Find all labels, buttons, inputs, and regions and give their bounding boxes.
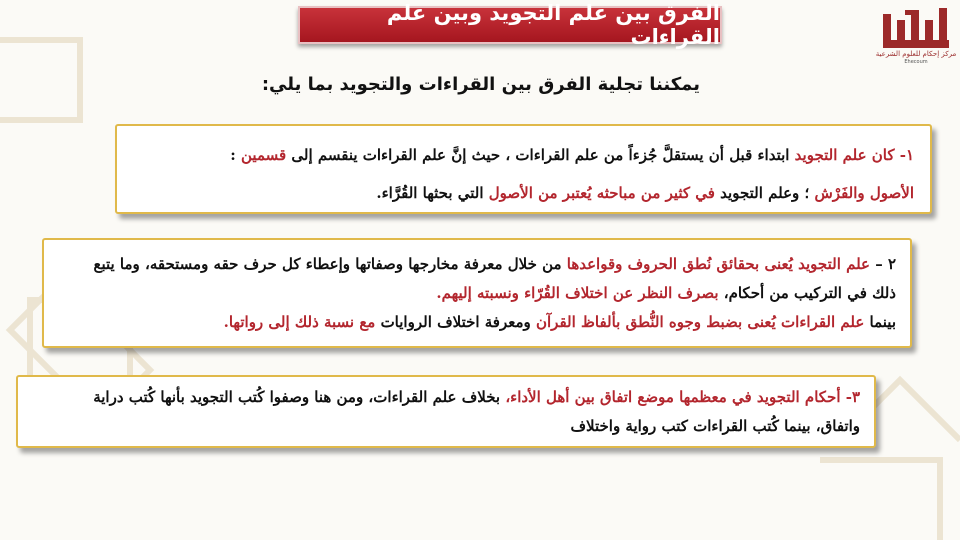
point-2-text: من خلال معرفة مخارجها وصفاتها وإعطاء كل حرف حقه ومستحقه، وما يتبع — [93, 255, 567, 273]
intro-heading: يمكننا تجلية الفرق بين القراءات والتجويد بما يلي: — [261, 74, 700, 95]
point-2-highlight: علم التجويد يُعنى بحقائق نُطق الحروف وقواعدها — [566, 255, 870, 273]
slide-title-text: الفرق بين علم التجويد وبين علم القراءات — [386, 1, 720, 49]
point-2-number: ٢ – — [869, 255, 896, 273]
point-3-highlight: ٣- أحكام التجويد في معظمها موضع اتفاق بين أهل الأداء، — [505, 388, 860, 406]
point-1-highlight-2: الأصول والفَرْش — [814, 184, 914, 202]
point-1-lead: ١- كان علم التجويد — [794, 146, 914, 164]
point-1-line-1 — [133, 136, 914, 174]
point-3-box — [16, 375, 876, 448]
point-1-highlight: قسمين — [241, 146, 287, 164]
point-1-line-2 — [133, 174, 914, 212]
logo — [876, 6, 956, 76]
point-1-box — [115, 124, 932, 214]
point-1-text-2: ؛ وعلم التجويد — [714, 184, 815, 202]
slide-title — [298, 1, 722, 49]
point-2-line-1 — [58, 250, 896, 279]
point-3-text: بخلاف علم القراءات، ومن هنا وصفوا كُتب التجويد بأنها كُتب دراية — [93, 388, 506, 406]
point-2-text-2: ذلك في التركيب من أحكام، — [718, 284, 896, 302]
point-3-line-2 — [32, 412, 860, 441]
point-1-colon: : — [230, 146, 242, 164]
point-2-text-4: ومعرفة اختلاف الروايات — [375, 313, 536, 331]
point-2-line-3 — [58, 308, 896, 337]
point-3-line-1 — [32, 383, 860, 412]
point-1-text: ابتداء قبل أن يستقلَّ جُزءاً من علم القراءات ، حيث إنَّ علم القراءات ينقسم إلى — [286, 146, 795, 164]
logo-icon — [881, 6, 951, 50]
point-3-text-2: واتفاق، بينما كُتب القراءات كتب رواية واختلاف — [570, 417, 860, 435]
point-2-highlight-3: علم القراءات يُعنى بضبط وجوه النُّطق بألفاظ القرآن — [536, 313, 865, 331]
point-2-box — [42, 238, 912, 348]
point-2-highlight-4: مع نسبة ذلك إلى رواتها. — [223, 313, 376, 331]
point-2-text-3: بينما — [864, 313, 896, 331]
point-1-text-3: التي بحثها القُرَّاء. — [376, 184, 489, 202]
logo-subtitle: مركز إحكام للعلوم الشرعية — [875, 50, 957, 58]
logo-tag: Ehecoum — [904, 59, 928, 65]
point-2-highlight-2: بصرف النظر عن اختلاف القُرّاء ونسبته إليهم. — [436, 284, 719, 302]
point-2-line-2 — [58, 279, 896, 308]
point-1-highlight-3: في كثير من مباحثه يُعتبر من الأصول — [488, 184, 715, 202]
